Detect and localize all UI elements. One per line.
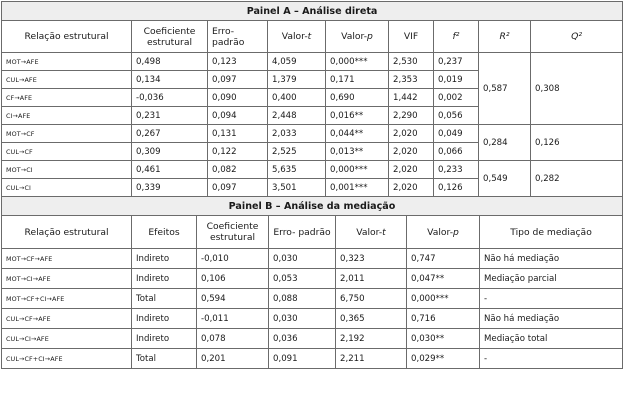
coef-cell: 0,339 xyxy=(132,179,208,197)
valor-t-cell: 5,635 xyxy=(268,161,326,179)
valor-p-cell: 0,171 xyxy=(326,71,389,89)
erro-cell: 0,122 xyxy=(208,143,268,161)
header-relacao: Relação estrutural xyxy=(2,21,132,53)
erro-cell: 0,123 xyxy=(208,53,268,71)
valor-p-cell: 0,044** xyxy=(326,125,389,143)
table-row xyxy=(2,249,623,269)
valor-t-cell: 2,192 xyxy=(336,329,407,349)
efeito-cell: Indireto xyxy=(132,249,197,269)
header-coeficiente: Coeficiente estrutural xyxy=(197,216,269,249)
vif-cell: 2,353 xyxy=(389,71,434,89)
vif-cell: 2,290 xyxy=(389,107,434,125)
header-r2: R² xyxy=(479,21,531,53)
table-row xyxy=(2,309,623,329)
tipo-cell: Mediação total xyxy=(480,329,623,349)
valor-t-cell: 3,501 xyxy=(268,179,326,197)
f2-cell: 0,066 xyxy=(434,143,479,161)
erro-cell: 0,131 xyxy=(208,125,268,143)
valor-t-cell: 0,365 xyxy=(336,309,407,329)
efeito-cell: Total xyxy=(132,349,197,369)
relacao-cell: CUL→CI→AFE xyxy=(2,329,132,349)
relacao-cell: MOT→AFE xyxy=(2,53,132,71)
coef-cell: 0,461 xyxy=(132,161,208,179)
tipo-cell: Não há mediação xyxy=(480,309,623,329)
coef-cell: 0,106 xyxy=(197,269,269,289)
efeito-cell: Total xyxy=(132,289,197,309)
header-q2: Q² xyxy=(531,21,623,53)
valor-t-cell: 4,059 xyxy=(268,53,326,71)
relacao-cell: CUL→CF+CI→AFE xyxy=(2,349,132,369)
vif-cell: 2,020 xyxy=(389,161,434,179)
f2-cell: 0,002 xyxy=(434,89,479,107)
f2-cell: 0,019 xyxy=(434,71,479,89)
table-row xyxy=(2,269,623,289)
valor-t-cell: 6,750 xyxy=(336,289,407,309)
coef-cell: 0,201 xyxy=(197,349,269,369)
efeito-cell: Indireto xyxy=(132,309,197,329)
panel-b-title: Painel B – Análise da mediação xyxy=(2,197,623,216)
erro-cell: 0,030 xyxy=(269,249,336,269)
vif-cell: 2,020 xyxy=(389,143,434,161)
erro-cell: 0,091 xyxy=(269,349,336,369)
valor-p-cell: 0,000*** xyxy=(326,161,389,179)
coef-cell: 0,267 xyxy=(132,125,208,143)
valor-p-cell: 0,047** xyxy=(407,269,480,289)
valor-p-cell: 0,001*** xyxy=(326,179,389,197)
erro-cell: 0,097 xyxy=(208,71,268,89)
header-erro: Erro- padrão xyxy=(208,21,268,53)
r2-cell: 0,587 xyxy=(479,53,531,125)
tipo-cell: Não há mediação xyxy=(480,249,623,269)
tipo-cell: - xyxy=(480,349,623,369)
erro-cell: 0,088 xyxy=(269,289,336,309)
valor-t-cell: 0,323 xyxy=(336,249,407,269)
erro-cell: 0,053 xyxy=(269,269,336,289)
header-vif: VIF xyxy=(389,21,434,53)
valor-t-cell: 2,011 xyxy=(336,269,407,289)
coef-cell: -0,011 xyxy=(197,309,269,329)
header-erro: Erro- padrão xyxy=(269,216,336,249)
erro-cell: 0,036 xyxy=(269,329,336,349)
vif-cell: 2,020 xyxy=(389,179,434,197)
header-valor-p: Valor-p xyxy=(326,21,389,53)
header-efeitos: Efeitos xyxy=(132,216,197,249)
coef-cell: 0,498 xyxy=(132,53,208,71)
valor-t-cell: 0,400 xyxy=(268,89,326,107)
header-coeficiente: Coeficiente estrutural xyxy=(132,21,208,53)
q2-cell: 0,282 xyxy=(531,161,623,197)
r2-cell: 0,549 xyxy=(479,161,531,197)
q2-cell: 0,308 xyxy=(531,53,623,125)
header-f2: f² xyxy=(434,21,479,53)
f2-cell: 0,056 xyxy=(434,107,479,125)
relacao-cell: CUL→CF xyxy=(2,143,132,161)
relacao-cell: MOT→CI→AFE xyxy=(2,269,132,289)
valor-p-cell: 0,716 xyxy=(407,309,480,329)
r2-cell: 0,284 xyxy=(479,125,531,161)
valor-t-cell: 1,379 xyxy=(268,71,326,89)
coef-cell: 0,594 xyxy=(197,289,269,309)
relacao-cell: MOT→CF xyxy=(2,125,132,143)
table-row xyxy=(2,125,623,143)
valor-t-cell: 2,211 xyxy=(336,349,407,369)
coef-cell: 0,134 xyxy=(132,71,208,89)
valor-p-cell: 0,000*** xyxy=(407,289,480,309)
relacao-cell: CUL→CI xyxy=(2,179,132,197)
coef-cell: 0,078 xyxy=(197,329,269,349)
coef-cell: 0,231 xyxy=(132,107,208,125)
header-valor-p: Valor-p xyxy=(407,216,480,249)
valor-p-cell: 0,013** xyxy=(326,143,389,161)
valor-p-cell: 0,690 xyxy=(326,89,389,107)
efeito-cell: Indireto xyxy=(132,329,197,349)
valor-p-cell: 0,000*** xyxy=(326,53,389,71)
f2-cell: 0,233 xyxy=(434,161,479,179)
valor-p-cell: 0,029** xyxy=(407,349,480,369)
valor-p-cell: 0,016** xyxy=(326,107,389,125)
header-valor-t: Valor-t xyxy=(336,216,407,249)
relacao-cell: CUL→CF→AFE xyxy=(2,309,132,329)
f2-cell: 0,126 xyxy=(434,179,479,197)
table-row xyxy=(2,161,623,179)
table-row xyxy=(2,53,623,71)
table-row xyxy=(2,289,623,309)
header-tipo-mediacao: Tipo de mediação xyxy=(480,216,623,249)
valor-p-cell: 0,747 xyxy=(407,249,480,269)
vif-cell: 2,020 xyxy=(389,125,434,143)
header-valor-t: Valor-t xyxy=(268,21,326,53)
results-table xyxy=(1,1,622,369)
relacao-cell: CI→AFE xyxy=(2,107,132,125)
coef-cell: -0,036 xyxy=(132,89,208,107)
erro-cell: 0,097 xyxy=(208,179,268,197)
valor-t-cell: 2,448 xyxy=(268,107,326,125)
table-row xyxy=(2,349,623,369)
relacao-cell: MOT→CF+CI→AFE xyxy=(2,289,132,309)
erro-cell: 0,094 xyxy=(208,107,268,125)
vif-cell: 1,442 xyxy=(389,89,434,107)
erro-cell: 0,030 xyxy=(269,309,336,329)
relacao-cell: MOT→CF→AFE xyxy=(2,249,132,269)
header-relacao: Relação estrutural xyxy=(2,216,132,249)
panel-a-title: Painel A – Análise direta xyxy=(2,2,623,21)
erro-cell: 0,082 xyxy=(208,161,268,179)
relacao-cell: CF→AFE xyxy=(2,89,132,107)
tipo-cell: Mediação parcial xyxy=(480,269,623,289)
valor-p-cell: 0,030** xyxy=(407,329,480,349)
coef-cell: 0,309 xyxy=(132,143,208,161)
q2-cell: 0,126 xyxy=(531,125,623,161)
relacao-cell: CUL→AFE xyxy=(2,71,132,89)
coef-cell: -0,010 xyxy=(197,249,269,269)
f2-cell: 0,049 xyxy=(434,125,479,143)
valor-t-cell: 2,033 xyxy=(268,125,326,143)
erro-cell: 0,090 xyxy=(208,89,268,107)
panel-a-table xyxy=(1,1,623,197)
vif-cell: 2,530 xyxy=(389,53,434,71)
table-row xyxy=(2,329,623,349)
valor-t-cell: 2,525 xyxy=(268,143,326,161)
tipo-cell: - xyxy=(480,289,623,309)
panel-b-table xyxy=(1,196,623,369)
relacao-cell: MOT→CI xyxy=(2,161,132,179)
f2-cell: 0,237 xyxy=(434,53,479,71)
efeito-cell: Indireto xyxy=(132,269,197,289)
